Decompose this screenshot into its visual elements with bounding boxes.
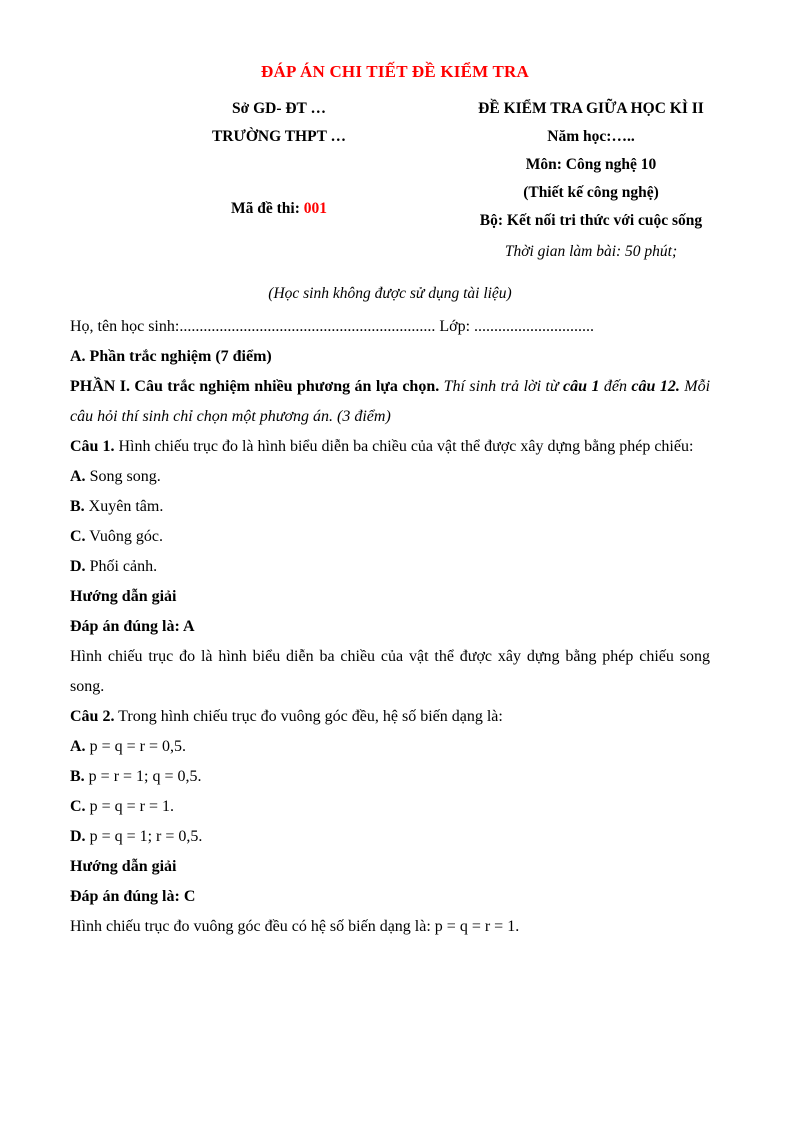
- page-title: ĐÁP ÁN CHI TIẾT ĐỀ KIỂM TRA: [260, 62, 529, 81]
- exam-code-label: Mã đề thi:: [230, 200, 300, 217]
- option-text: Phối cảnh.: [89, 558, 158, 575]
- answer-option[interactable]: [70, 522, 710, 552]
- exam-duration: Thời gian làm bài: 50 phút;: [504, 243, 678, 260]
- option-letter: B.: [70, 768, 85, 785]
- student-class-dots[interactable]: ..............................: [474, 318, 595, 335]
- option-letter: B.: [70, 498, 85, 515]
- question-stem-line: [70, 702, 710, 732]
- solution-explanation: Hình chiếu trục đo vuông góc đều có hệ số biến dạng là: p = q = r = 1.: [70, 918, 520, 935]
- header-right-column: [400, 100, 782, 261]
- school-year: Năm học:…..: [547, 128, 635, 145]
- option-text: Xuyên tâm.: [88, 498, 164, 515]
- correct-answer-label: Đáp án đúng là: C: [70, 888, 196, 905]
- student-name-label: Họ, tên học sinh:: [70, 318, 180, 335]
- solution-guide-heading: Hướng dẫn giải: [70, 858, 177, 875]
- question-stem: Hình chiếu trục đo là hình biểu diễn ba chiều của vật thể được xây dựng bằng phép chiếu:: [118, 438, 694, 455]
- part-1-range-end: câu 12.: [631, 378, 680, 395]
- option-text: p = q = r = 0,5.: [89, 738, 186, 755]
- option-text: Song song.: [89, 468, 161, 485]
- department-name: Sở GD- ĐT …: [232, 100, 326, 117]
- option-letter: D.: [70, 828, 86, 845]
- student-name-dots[interactable]: ................................................................: [179, 318, 436, 335]
- solution-guide-heading: Hướng dẫn giải: [70, 588, 177, 605]
- student-class-label: Lớp:: [439, 318, 471, 335]
- exam-code-value: 001: [303, 200, 327, 217]
- curriculum-name: Bộ: Kết nối tri thức với cuộc sống: [479, 212, 703, 229]
- answer-option[interactable]: [70, 492, 710, 522]
- question-number: Câu 1.: [70, 438, 115, 455]
- student-info-line: [70, 312, 710, 342]
- solution-explanation: Hình chiếu trục đo là hình biểu diễn ba chiều của vật thể được xây dựng bằng phép chiếu song song.: [70, 648, 710, 695]
- option-letter: A.: [70, 738, 86, 755]
- answer-option[interactable]: [70, 462, 710, 492]
- option-text: p = q = r = 1.: [89, 798, 174, 815]
- exam-header: [70, 100, 710, 312]
- part-1-instructions: [70, 372, 710, 432]
- document-body: [70, 312, 710, 942]
- option-text: p = q = 1; r = 0,5.: [89, 828, 203, 845]
- part-1-italic-3: Mỗi câu hỏi thí sinh chỉ chọn một phương án. (3 điểm): [70, 378, 711, 425]
- answer-option[interactable]: [70, 552, 710, 582]
- header-left-column: [164, 100, 394, 156]
- correct-answer-label: Đáp án đúng là: A: [70, 618, 195, 635]
- exam-code-line: [164, 200, 394, 218]
- option-text: p = r = 1; q = 0,5.: [88, 768, 202, 785]
- section-a-heading: A. Phần trắc nghiệm (7 điểm): [70, 348, 272, 365]
- answer-option[interactable]: [70, 762, 710, 792]
- question-block: [70, 702, 710, 942]
- answer-option[interactable]: [70, 822, 710, 852]
- part-1-range-start: câu 1: [563, 378, 600, 395]
- exam-title: ĐỀ KIỂM TRA GIỮA HỌC KÌ II: [478, 100, 704, 117]
- question-stem: Trong hình chiếu trục đo vuông góc đều, hệ số biến dạng là:: [118, 708, 503, 725]
- part-1-italic-1: Thí sinh trả lời từ: [443, 378, 559, 395]
- answer-option[interactable]: [70, 792, 710, 822]
- option-letter: C.: [70, 798, 86, 815]
- part-1-lead: PHẦN I. Câu trắc nghiệm nhiều phương án lựa chọn.: [70, 378, 440, 395]
- option-letter: A.: [70, 468, 86, 485]
- option-letter: C.: [70, 528, 86, 545]
- subject-name: Môn: Công nghệ 10: [525, 156, 657, 173]
- question-number: Câu 2.: [70, 708, 115, 725]
- option-text: Vuông góc.: [89, 528, 163, 545]
- subject-subtitle: (Thiết kế công nghệ): [523, 184, 659, 201]
- question-block: [70, 432, 710, 702]
- answer-option[interactable]: [70, 732, 710, 762]
- option-letter: D.: [70, 558, 86, 575]
- exam-note: (Học sinh không được sử dụng tài liệu): [268, 285, 512, 302]
- part-1-italic-2: đến: [603, 378, 627, 395]
- school-name: TRƯỜNG THPT …: [211, 128, 347, 145]
- question-stem-line: [70, 432, 710, 462]
